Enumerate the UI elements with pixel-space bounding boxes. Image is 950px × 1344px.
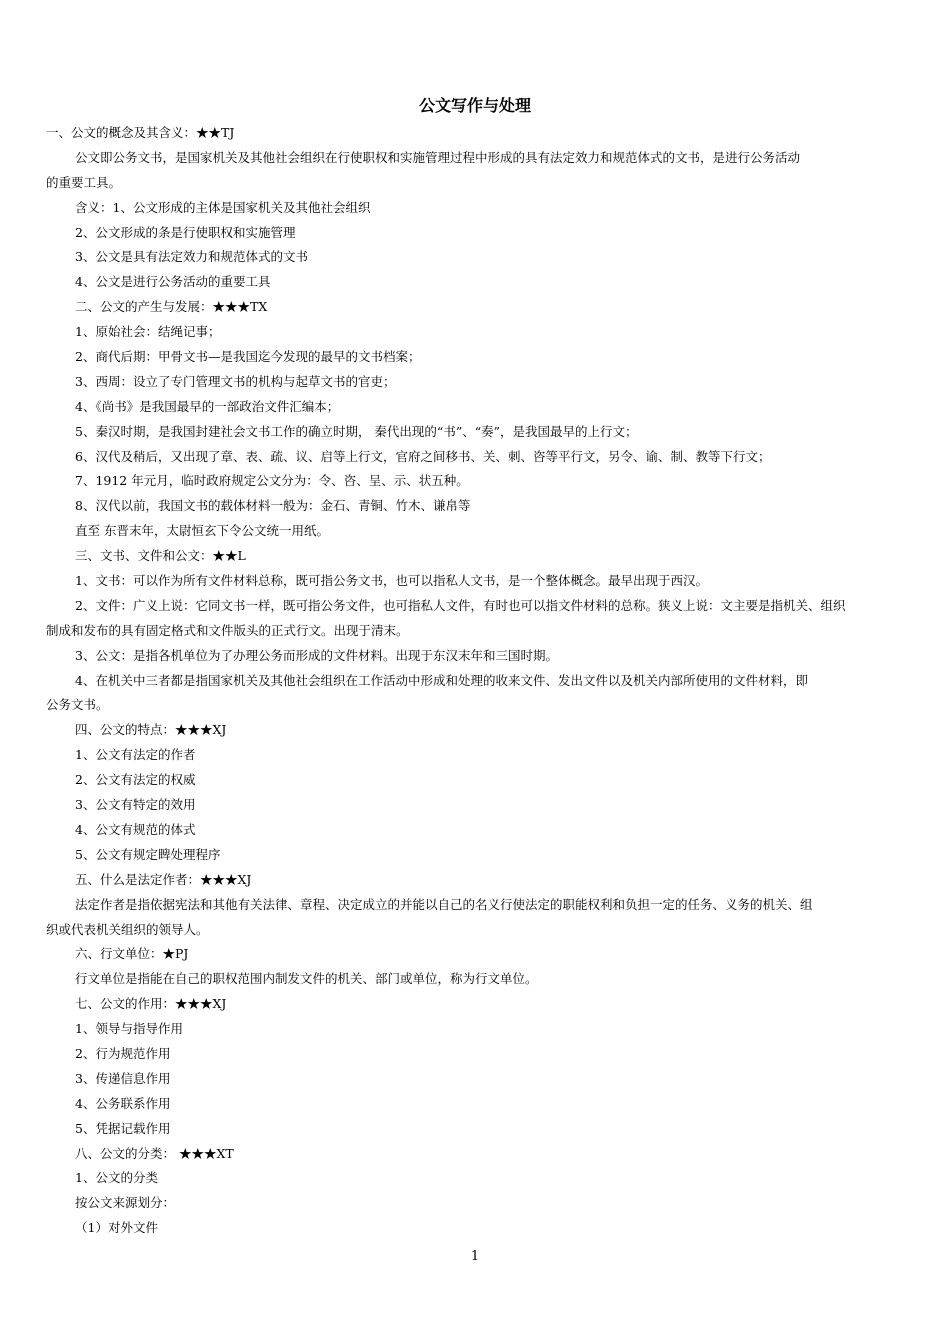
- text-line: 5、凭据记载作用: [75, 1120, 171, 1136]
- text-line: 2、商代后期：甲骨文书—是我国迄今发现的最早的文书档案；: [75, 349, 421, 365]
- text-line: 含义：1、公文形成的主体是国家机关及其他社会组织: [75, 199, 371, 215]
- text-line: 六、行文单位：★PJ: [75, 946, 189, 962]
- text-line: 行文单位是指能在自己的职权范围内制发文件的机关、部门或单位，称为行文单位。: [75, 971, 538, 987]
- text-line: 二、公文的产生与发展：★★★TX: [75, 299, 268, 315]
- text-line: 1、原始社会：结绳记事；: [75, 324, 221, 340]
- text-line: 法定作者是指依据宪法和其他有关法律、章程、决定成立的并能以自己的名义行使法定的职能权利和负担一定的任务、义务的机关、组: [75, 896, 813, 912]
- text-line: 公务文书。: [46, 697, 109, 713]
- text-line: 2、文件：广义上说：它同文书一样，既可指公务文件，也可指私人文件，有时也可以指文件材料的总称。狭义上说：文主要是指机关、组织: [75, 597, 846, 613]
- text-line: 3、公文：是指各机单位为了办理公务而形成的文件材料。出现于东汉末年和三国时期。: [75, 647, 558, 663]
- text-line: 4、公文是进行公务活动的重要工具: [75, 274, 271, 290]
- text-line: 七、公文的作用：★★★XJ: [75, 996, 227, 1012]
- text-line: 6、汉代及稍后，又出现了章、表、疏、议、启等上行文，官府之间移书、关、刺、咨等平行文，另令、谕、制、教等下行文；: [75, 448, 771, 464]
- text-line: 织或代表机关组织的领导人。: [46, 921, 209, 937]
- text-line: 公文即公务文书，是国家机关及其他社会组织在行使职权和实施管理过程中形成的具有法定效力和规范体式的文书，是进行公务活动: [75, 149, 801, 165]
- text-line: 7、1912 年元月，临时政府规定公文分为：令、咨、呈、示、状五种。: [75, 473, 469, 489]
- text-line: 1、文书：可以作为所有文件材料总称，既可指公务文书，也可以指私人文书，是一个整体概念。最早出现于西汉。: [75, 573, 708, 589]
- text-line: 直至 东晋末年，太尉恒玄下令公文统一用纸。: [75, 523, 329, 539]
- text-line: 八、公文的分类： ★★★XT: [75, 1145, 234, 1161]
- text-line: 按公文来源划分：: [75, 1195, 176, 1211]
- text-line: 3、公文有特定的效用: [75, 797, 196, 813]
- text-line: 8、汉代以前，我国文书的载体材料一般为：金石、青铜、竹木、谦帛等: [75, 498, 471, 514]
- text-line: 三、文书、文件和公文：★★L: [75, 548, 246, 564]
- text-line: 1、公文有法定的作者: [75, 747, 196, 763]
- text-line: 3、西周：设立了专门管理文书的机构与起草文书的官吏；: [75, 373, 396, 389]
- text-line: 2、公文形成的条是行使职权和实施管理: [75, 224, 296, 240]
- text-line: 四、公文的特点：★★★XJ: [75, 722, 227, 738]
- text-line: 五、什么是法定作者：★★★XJ: [75, 871, 252, 887]
- text-line: 3、公文是具有法定效力和规范体式的文书: [75, 249, 308, 265]
- text-line: 3、传递信息作用: [75, 1070, 171, 1086]
- text-line: 1、领导与指导作用: [75, 1021, 183, 1037]
- text-line: 1、公文的分类: [75, 1170, 158, 1186]
- page-number: 1: [470, 1249, 480, 1264]
- text-line: 2、公文有法定的权威: [75, 772, 196, 788]
- text-line: （1）对外文件: [75, 1220, 158, 1236]
- text-line: 2、行为规范作用: [75, 1045, 171, 1061]
- document-title: 公文写作与处理: [418, 96, 531, 115]
- document-body: [46, 121, 908, 1241]
- text-line: 4、公文有规范的体式: [75, 821, 196, 837]
- text-line: 4、公务联系作用: [75, 1095, 171, 1111]
- text-line: 制成和发布的具有固定格式和文件版头的正式行文。出现于清末。: [46, 622, 409, 638]
- text-line: 的重要工具。: [46, 174, 122, 190]
- text-line: 4、《尚书》是我国最早的一部政治文件汇编本；: [75, 398, 340, 414]
- text-line: 4、在机关中三者都是指国家机关及其他社会组织在工作活动中形成和处理的收来文件、发出文件以及机关内部所使用的文件材料，即: [75, 672, 808, 688]
- text-line: 5、公文有规定睥处理程序: [75, 846, 221, 862]
- text-line: 一、公文的概念及其含义：★★TJ: [46, 125, 235, 140]
- text-line: 5、秦汉时期，是我国封建社会文书工作的确立时期， 秦代出现的“书”、“奏”，是我国最早的上行文；: [75, 423, 638, 439]
